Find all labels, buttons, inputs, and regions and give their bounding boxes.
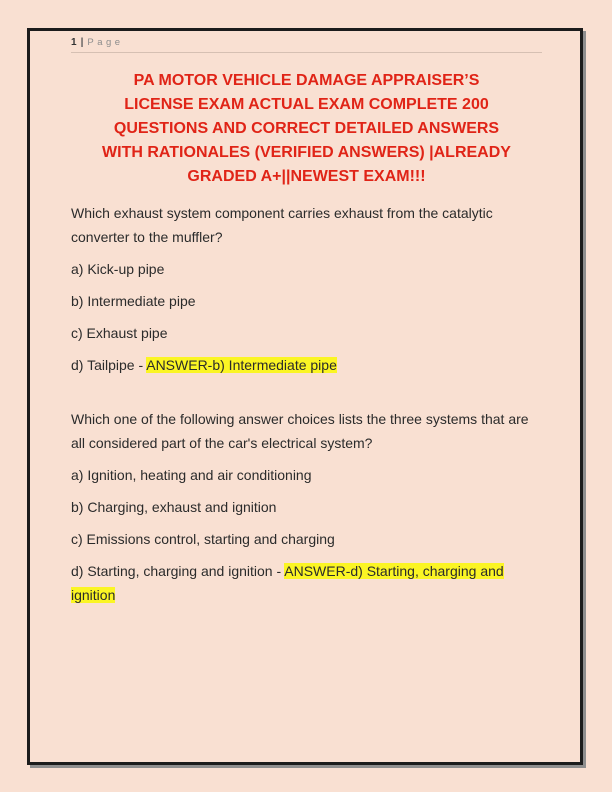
question-block-1: [71, 201, 542, 377]
option-text: d) Tailpipe -: [71, 357, 147, 373]
option-text: a) Kick-up pipe: [71, 261, 165, 277]
option-item: [71, 353, 541, 377]
page-border-frame: [27, 28, 583, 765]
option-text: a) Ignition, heating and air conditioning: [71, 467, 312, 483]
question-block-2: [71, 407, 542, 607]
option-item: [71, 257, 541, 281]
page-number: 1: [71, 37, 77, 48]
title-line: GRADED A+||NEWEST EXAM!!!: [187, 168, 426, 185]
answer-highlight: ANSWER-d) Starting, charging and ignition: [71, 563, 504, 603]
title-line: LICENSE EXAM ACTUAL EXAM COMPLETE 200: [124, 96, 489, 113]
option-text: c) Emissions control, starting and charging: [71, 531, 335, 547]
option-text: d) Starting, charging and ignition -: [71, 563, 285, 579]
option-item: [71, 463, 541, 487]
option-item: [71, 495, 541, 519]
page-header-separator: |: [80, 37, 84, 48]
page-header: [71, 37, 542, 53]
title-line: PA MOTOR VEHICLE DAMAGE APPRAISER’S: [133, 72, 480, 89]
answer-highlight: ANSWER-b) Intermediate pipe: [146, 357, 337, 373]
option-text: b) Intermediate pipe: [71, 293, 196, 309]
title-line: WITH RATIONALES (VERIFIED ANSWERS) |ALREADY: [102, 144, 511, 161]
option-item: [71, 289, 541, 313]
option-item: [71, 321, 541, 345]
title-line: QUESTIONS AND CORRECT DETAILED ANSWERS: [113, 120, 500, 137]
document-title: [71, 69, 542, 189]
question-text: Which exhaust system component carries exhaust from the catalytic converter to the muffler?: [71, 205, 493, 245]
option-text: c) Exhaust pipe: [71, 325, 168, 341]
page-header-label: Page: [87, 37, 124, 48]
option-item: [71, 527, 541, 551]
option-text: b) Charging, exhaust and ignition: [71, 499, 277, 515]
option-item: [71, 559, 541, 607]
question-text: Which one of the following answer choices lists the three systems that are all considered part of the car's electrical system?: [71, 411, 529, 451]
